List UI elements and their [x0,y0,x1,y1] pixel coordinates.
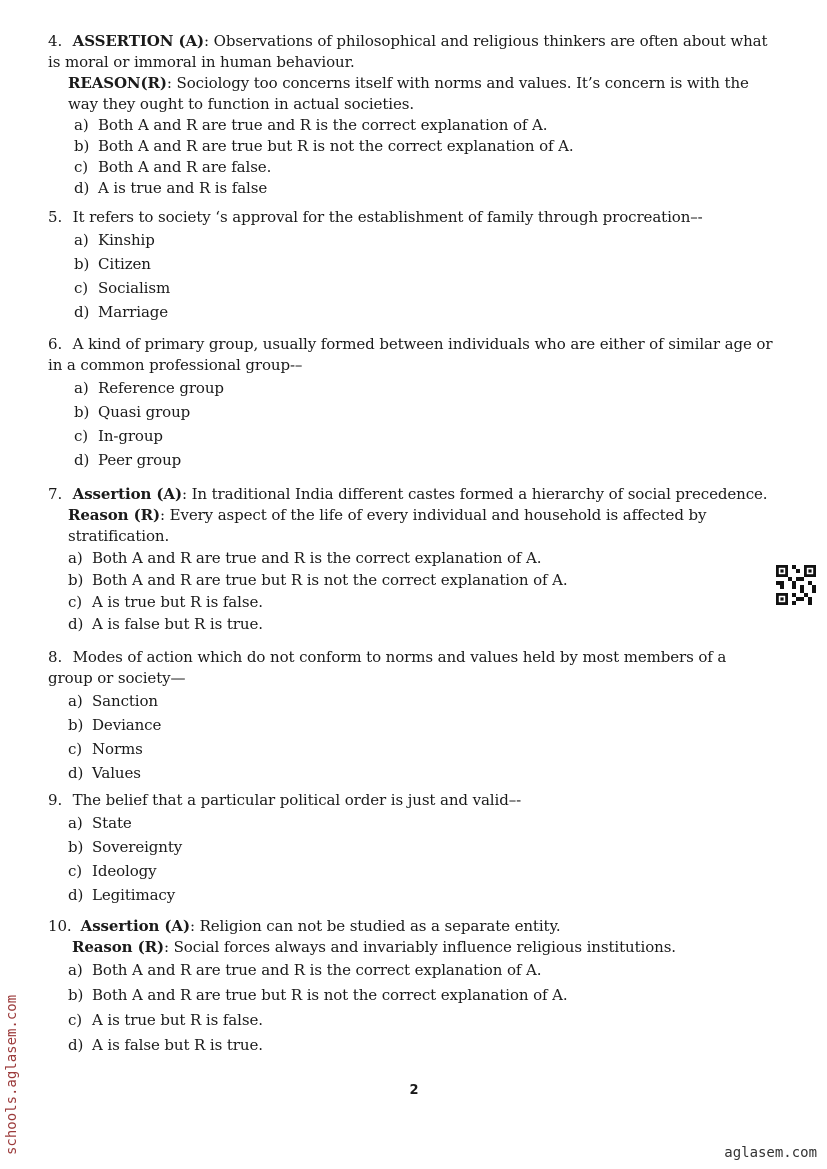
reason-label: Reason (R) [72,938,164,956]
assertion-text: : Religion can not be studied as a separate entity. [189,917,561,935]
option-d: d) Values [68,764,141,782]
assertion-label: Assertion (A) [72,485,182,503]
assertion-label: ASSERTION (A) [72,32,204,50]
option-d: d) A is false but R is true. [68,1036,263,1054]
question-9 [48,790,774,907]
option-d: d) A is true and R is false [74,179,268,197]
option-a: a) Both A and R are true and R is the correct explanation of A. [68,961,542,979]
option-d: d) Marriage [74,303,169,321]
option-c: c) A is true but R is false. [68,593,263,611]
option-a: a) Both A and R are true and R is the correct explanation of A. [68,549,542,567]
option-c: c) Both A and R are false. [74,158,272,176]
question-stem: The belief that a particular political order is just and valid–- [72,791,522,809]
footer-website: aglasem.com [724,1145,817,1161]
question-8 [48,647,774,785]
question-10 [48,916,774,1058]
option-b: b) Sovereignty [68,838,183,856]
option-b: b) Deviance [68,716,162,734]
option-c: c) Socialism [74,279,171,297]
option-d: d) Legitimacy [68,886,176,904]
option-a: a) Sanction [68,692,158,710]
question-7 [48,484,774,635]
question-number: 4. [48,32,63,50]
question-number: 6. [48,335,63,353]
option-a: a) State [68,814,132,832]
option-c: c) Norms [68,740,143,758]
reason-label: REASON(R) [68,74,167,92]
option-b: b) Both A and R are true but R is not the correct explanation of A. [74,137,574,155]
option-a: a) Reference group [74,379,224,397]
assertion-text: : Observations of philosophical and religious thinkers are often about what is moral or immoral in human behaviour. [48,32,768,71]
option-c: c) Ideology [68,862,157,880]
question-stem: Modes of action which do not conform to norms and values held by most members of a group or society— [48,648,727,687]
side-watermark: schools.aglasem.com [4,994,20,1155]
question-number: 10. [48,917,72,935]
option-b: b) Both A and R are true but R is not the correct explanation of A. [68,571,568,589]
reason-text: : Every aspect of the life of every individual and household is affected by stratification. [68,506,707,545]
page-number: 2 [409,1083,419,1098]
reason-text: : Sociology too concerns itself with norms and values. It’s concern is with the way they ought to function in actual societies. [68,74,749,113]
option-d: d) Peer group [74,451,182,469]
question-number: 8. [48,648,63,666]
qr-code-icon [776,565,816,605]
assertion-label: Assertion (A) [80,917,190,935]
question-number: 7. [48,485,63,503]
question-stem: It refers to society ‘s approval for the establishment of family through procreation–- [72,208,703,226]
reason-label: Reason (R) [68,506,160,524]
question-5 [48,207,774,324]
option-b: b) Quasi group [74,403,191,421]
question-number: 5. [48,208,63,226]
option-c: c) In-group [74,427,163,445]
question-stem: A kind of primary group, usually formed between individuals who are either of similar age or in a common professional group-– [48,335,773,374]
option-d: d) A is false but R is true. [68,615,263,633]
question-6 [48,334,774,472]
question-4 [48,31,774,199]
question-number: 9. [48,791,63,809]
option-a: a) Both A and R are true and R is the correct explanation of A. [74,116,548,134]
reason-text: : Social forces always and invariably influence religious institutions. [163,938,676,956]
option-c: c) A is true but R is false. [68,1011,263,1029]
assertion-text: : In traditional India different castes formed a hierarchy of social precedence. [181,485,768,503]
option-b: b) Both A and R are true but R is not the correct explanation of A. [68,986,568,1004]
option-a: a) Kinship [74,231,155,249]
option-b: b) Citizen [74,255,151,273]
